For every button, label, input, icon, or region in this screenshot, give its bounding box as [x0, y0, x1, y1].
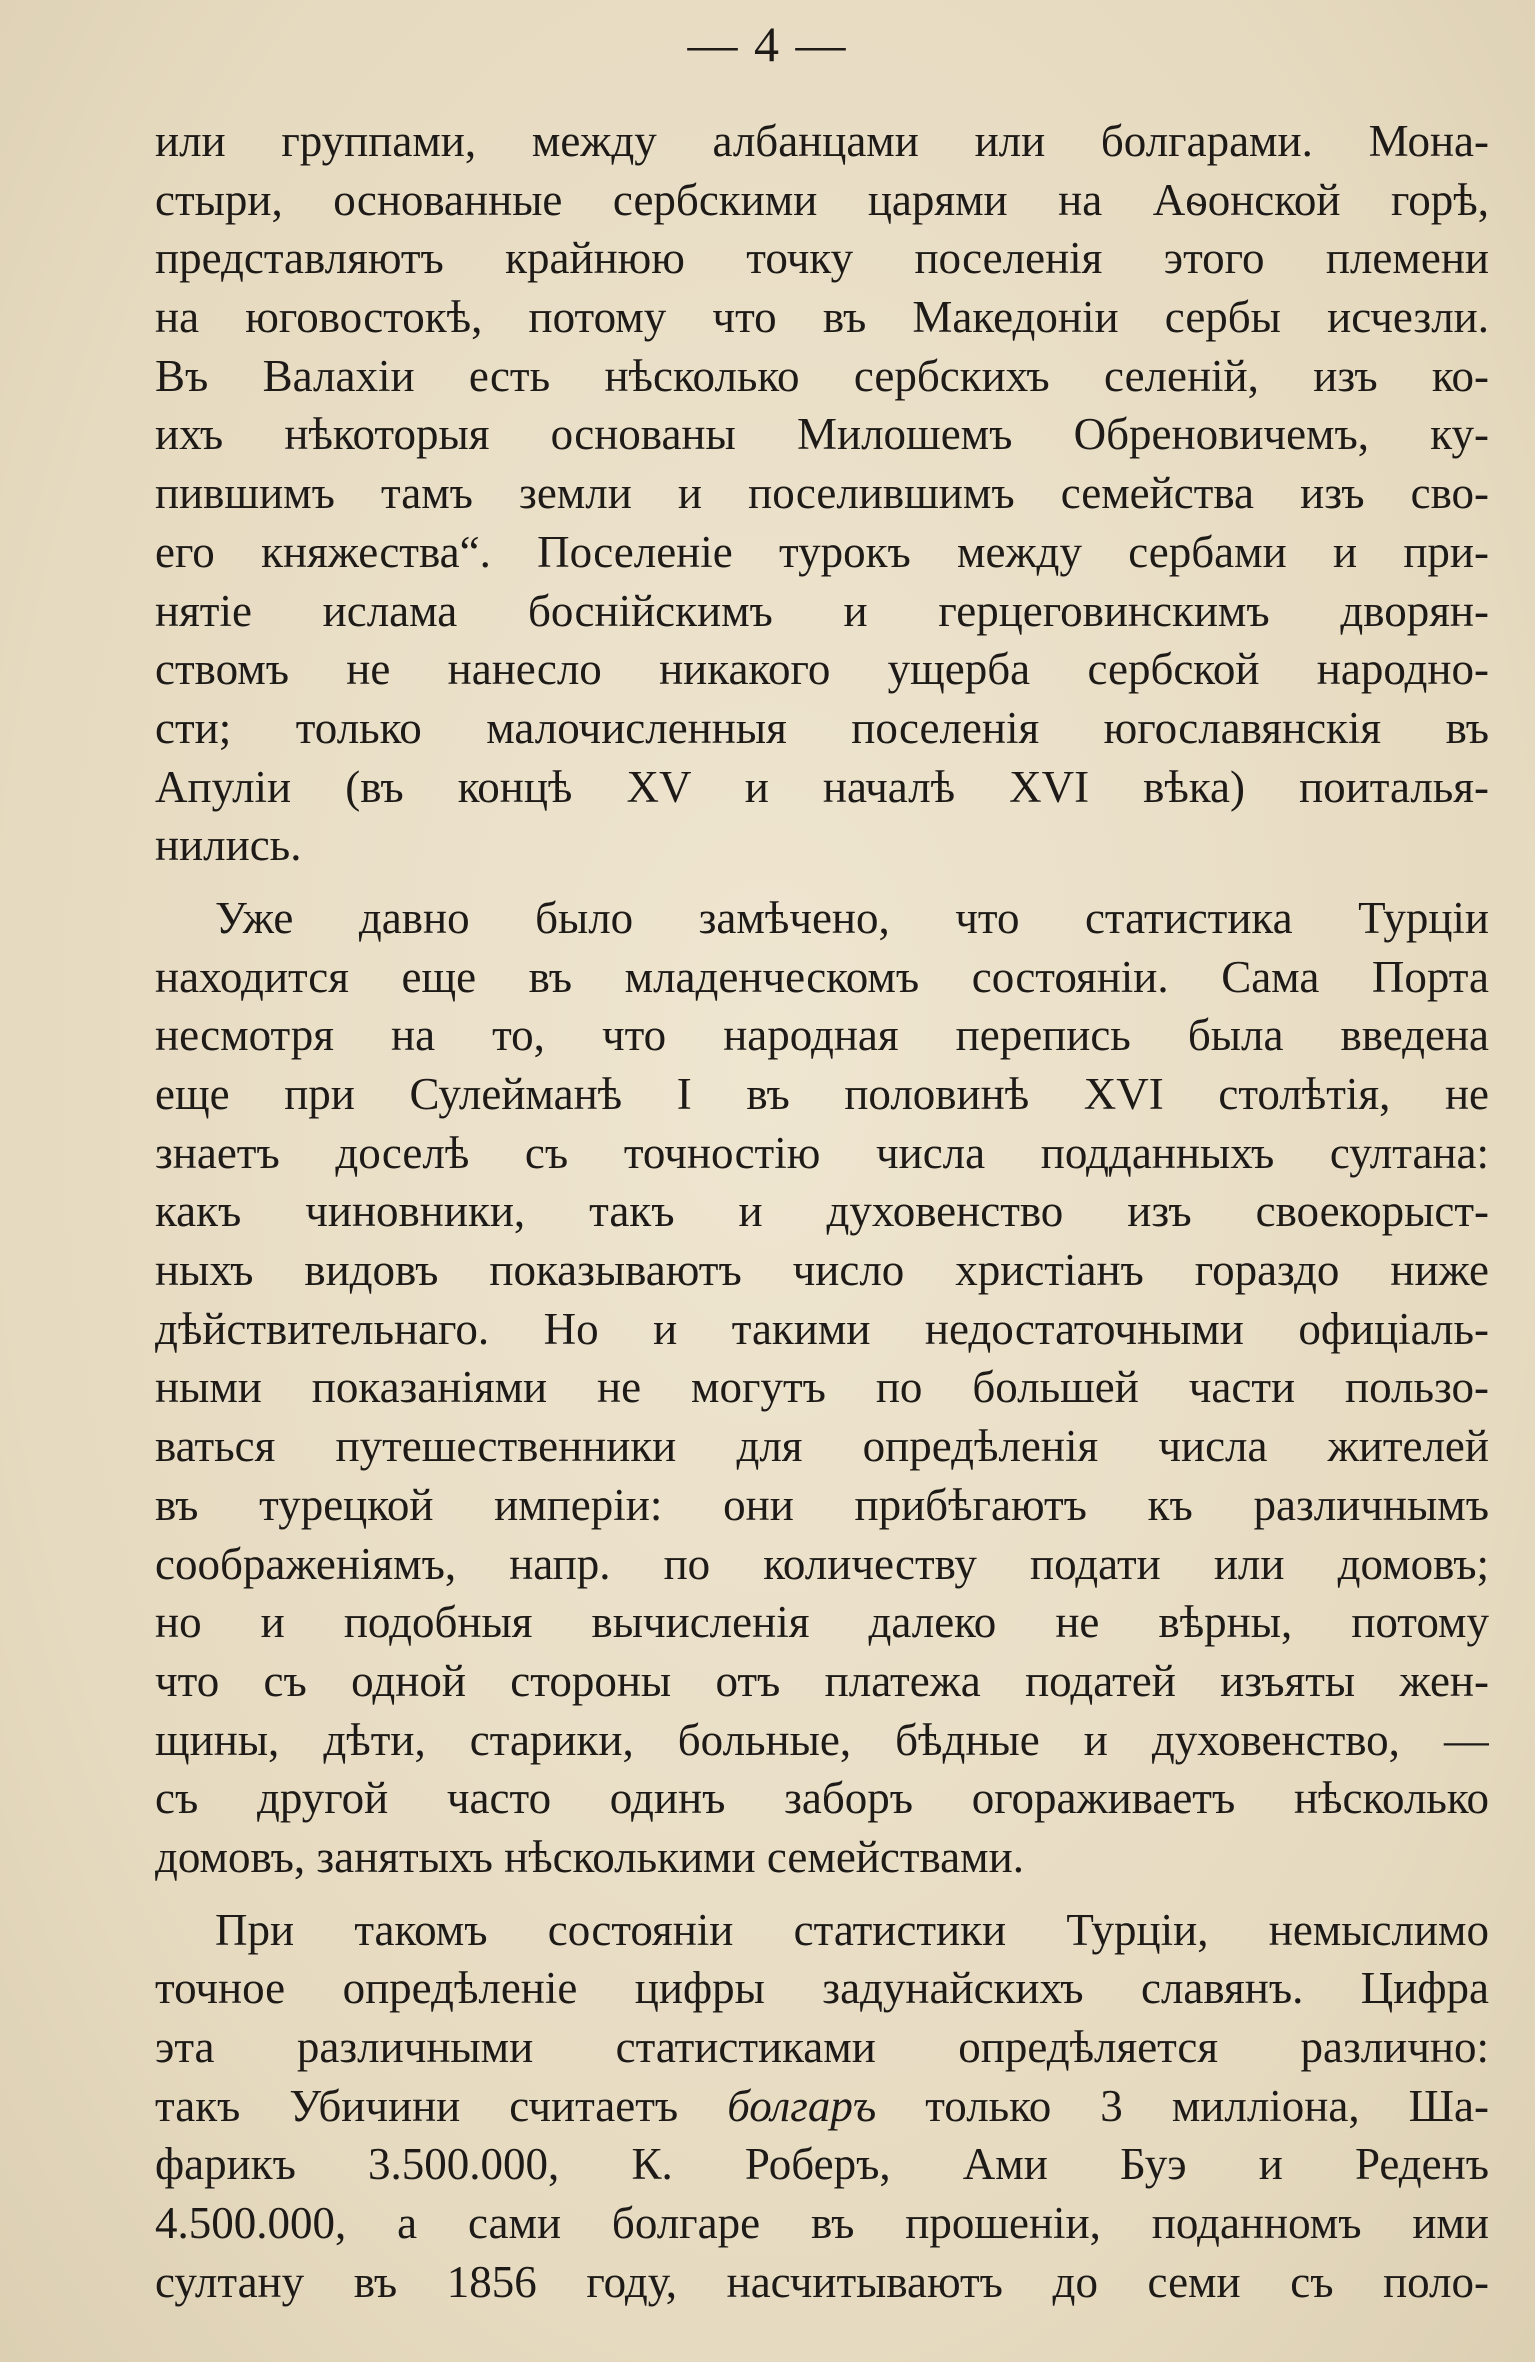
text-line: Апуліи (въ концѣ XV и началѣ XVI вѣка) поиталья- — [155, 761, 1489, 812]
text-line: его княжества“. Поселеніе турокъ между сербами и при- — [155, 526, 1489, 577]
paragraph-1 — [155, 112, 1489, 875]
text-line: Въ Валахіи есть нѣсколько сербскихъ селеній, изъ ко- — [155, 350, 1489, 401]
text-line: нились. — [155, 820, 302, 871]
text-line: щины, дѣти, старики, больные, бѣдные и духовенство, — — [155, 1714, 1489, 1765]
text-line: При такомъ состояніи статистики Турціи, немыслимо — [215, 1904, 1489, 1955]
text-line: домовъ, занятыхъ нѣсколькими семействами. — [155, 1831, 1024, 1882]
text-line: ихъ нѣкоторыя основаны Милошемъ Обреновичемъ, ку- — [155, 409, 1489, 460]
text-body — [155, 112, 1489, 2311]
text-line: съ другой часто одинъ заборъ огораживаетъ нѣсколько — [155, 1773, 1489, 1824]
text-line: Уже давно было замѣчено, что статистика Турціи — [215, 892, 1489, 943]
text-line: знаетъ доселѣ съ точностію числа подданныхъ султана: — [155, 1127, 1489, 1178]
text-line: еще при Сулейманѣ I въ половинѣ XVI столѣтія, не — [155, 1069, 1489, 1119]
paragraph-3 — [155, 1901, 1489, 2312]
text-line: фарикъ 3.500.000, К. Роберъ, Ами Буэ и Реденъ — [155, 2139, 1489, 2190]
paragraph-gap — [155, 1887, 1489, 1901]
paragraph-gap — [155, 875, 1489, 889]
paragraph-2 — [155, 889, 1489, 1887]
text-line: точное опредѣленіе цифры задунайскихъ славянъ. Цифра — [155, 1963, 1489, 2014]
text-line: находится еще въ младенческомъ состояніи. Сама Порта — [155, 951, 1489, 1002]
text-line: нятіе ислама боснійскимъ и герцеговинскимъ дворян- — [155, 585, 1489, 636]
text-line: султану въ 1856 году, насчитываютъ до семи съ поло- — [155, 2256, 1489, 2307]
text-line: какъ чиновники, такъ и духовенство изъ своекорыст- — [155, 1186, 1489, 1237]
text-line: ваться путешественники для опредѣленія числа жителей — [155, 1421, 1489, 1472]
emphasized-word: болгаръ — [727, 2080, 877, 2131]
text-line: въ турецкой имперіи: они прибѣгаютъ къ различнымъ — [155, 1479, 1489, 1530]
text-line: пившимъ тамъ земли и поселившимъ семейства изъ сво- — [155, 468, 1489, 519]
text-line: дѣйствительнаго. Но и такими недостаточными офиціаль- — [155, 1303, 1489, 1354]
text-line: сти; только малочисленныя поселенія югославянскія въ — [155, 702, 1489, 753]
text-line: что съ одной стороны отъ платежа податей изъяты жен- — [155, 1655, 1489, 1706]
text-line: ными показаніями не могутъ по большей части пользо- — [155, 1362, 1489, 1413]
text-line: но и подобныя вычисленія далеко не вѣрны, потому — [155, 1597, 1489, 1648]
text-line: такъ Убичини считаетъ болгаръ только 3 милліона, Ша- — [155, 2080, 1489, 2131]
text-line: соображеніямъ, напр. по количеству подати или домовъ; — [155, 1538, 1489, 1589]
text-line: эта различными статистиками опредѣляется различно: — [155, 2022, 1489, 2072]
text-line: или группами, между албанцами или болгарами. Мона- — [155, 116, 1489, 166]
text-line: ныхъ видовъ показываютъ число христіанъ гораздо ниже — [155, 1245, 1489, 1296]
text-line: на юговостокѣ, потому что въ Македоніи сербы исчезли. — [155, 292, 1489, 343]
text-line: несмотря на то, что народная перепись была введена — [155, 1010, 1489, 1061]
text-line: ствомъ не нанесло никакого ущерба сербской народно- — [155, 644, 1489, 695]
text-line: представляютъ крайнюю точку поселенія этого племени — [155, 233, 1489, 284]
text-line: 4.500.000, а сами болгаре въ прошеніи, поданномъ ими — [155, 2198, 1489, 2249]
page-number: — 4 — — [687, 16, 848, 72]
text-line: стыри, основанные сербскими царями на Аѳонской горѣ, — [155, 174, 1489, 225]
